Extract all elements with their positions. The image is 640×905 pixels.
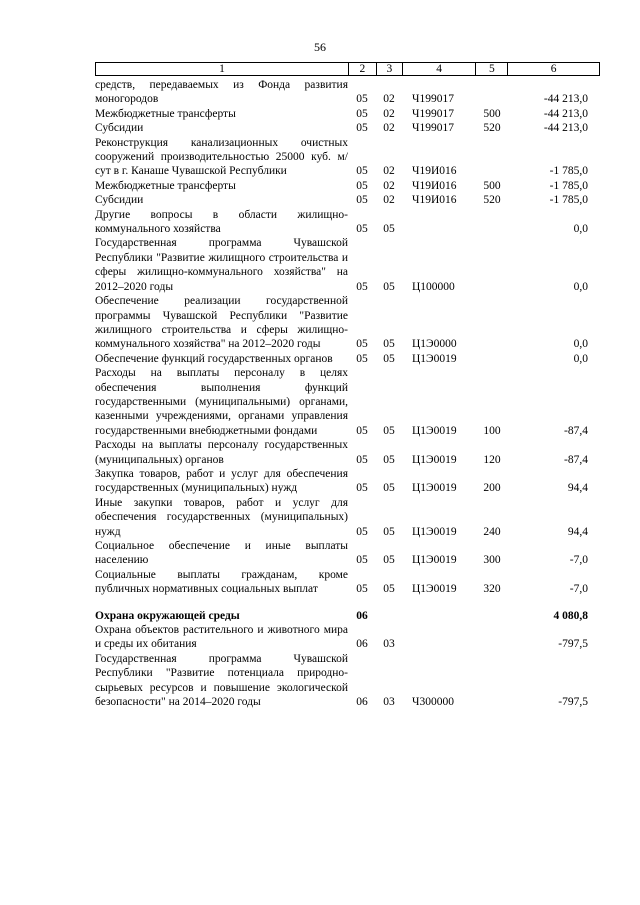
row-code-section: 05 — [356, 338, 368, 351]
row-amount: 0,0 — [573, 280, 588, 293]
row-name: Государственная программа Чувашской Республики "Развитие жилищного строительства и сферы жилищно-коммунального хозяйства" на 2012–2020 годы — [95, 237, 348, 293]
row-amount: -87,4 — [564, 453, 588, 466]
header-col-6: 6 — [507, 63, 599, 75]
row-amount: -1 785,0 — [549, 165, 588, 178]
table-row — [95, 496, 600, 539]
row-expense-type: 300 — [483, 554, 501, 567]
table-row — [95, 352, 600, 366]
row-code-section: 05 — [356, 280, 368, 293]
row-name: Межбюджетные трансферты — [95, 107, 236, 120]
row-name: Иные закупки товаров, работ и услуг для обеспечения государственных (муниципальных) нужд — [95, 496, 348, 538]
row-code-subsection: 02 — [383, 165, 395, 178]
row-expense-type: 120 — [483, 453, 501, 466]
row-expense-type: 520 — [483, 194, 501, 207]
row-amount: 94,4 — [567, 482, 588, 495]
row-target-article: Ч19И016 — [412, 165, 457, 178]
row-target-article: Ц1Э0000 — [412, 338, 457, 351]
table-row — [95, 107, 600, 121]
row-code-subsection: 02 — [383, 107, 395, 120]
row-name: Реконструкция канализационных очистных сооружений производительностью 25000 куб. м/сут в г. Канаше Чувашской Республики — [95, 136, 348, 178]
row-amount: -7,0 — [569, 554, 588, 567]
row-amount: -44 213,0 — [543, 122, 588, 135]
row-amount: 0,0 — [573, 223, 588, 236]
row-spacer — [95, 597, 600, 609]
row-name: Охрана объектов растительного и животного мира и среды их обитания — [95, 624, 348, 651]
row-code-section: 05 — [356, 122, 368, 135]
row-expense-type: 100 — [483, 424, 501, 437]
table-row — [95, 366, 600, 438]
row-target-article: Ц1Э0019 — [412, 453, 457, 466]
table-row — [95, 236, 600, 294]
row-target-article: Ч199017 — [412, 93, 454, 106]
row-target-article: Ч199017 — [412, 107, 454, 120]
row-code-section: 05 — [356, 352, 368, 365]
row-name: Социальное обеспечение и иные выплаты населению — [95, 540, 348, 567]
row-code-section: 06 — [356, 638, 368, 651]
row-code-subsection: 05 — [383, 338, 395, 351]
row-code-subsection: 05 — [383, 583, 395, 596]
row-target-article: Ц100000 — [412, 280, 455, 293]
header-col-4: 4 — [402, 63, 476, 75]
row-name: Социальные выплаты гражданам, кроме публичных нормативных социальных выплат — [95, 568, 348, 596]
row-name: Расходы на выплаты персоналу государственных (муниципальных) органов — [95, 439, 348, 466]
row-name: Субсидии — [95, 122, 144, 135]
row-code-subsection: 02 — [383, 179, 395, 192]
row-code-subsection: 02 — [383, 122, 395, 135]
row-name: Субсидии — [95, 194, 144, 207]
row-target-article: Ц1Э0019 — [412, 424, 457, 437]
row-code-section: 05 — [356, 482, 368, 495]
row-code-subsection: 02 — [383, 93, 395, 106]
row-code-section: 05 — [356, 165, 368, 178]
table-row — [95, 438, 600, 467]
header-col-1: 1 — [219, 63, 225, 75]
table-row — [95, 208, 600, 237]
row-code-section: 05 — [356, 453, 368, 466]
row-name: Закупка товаров, работ и услуг для обеспечения государственных (муниципальных) нужд — [95, 467, 348, 495]
row-target-article: Ч19И016 — [412, 179, 457, 192]
row-expense-type: 520 — [483, 122, 501, 135]
table-body — [95, 78, 600, 709]
row-code-subsection: 05 — [383, 453, 395, 466]
row-target-article: Ц1Э0019 — [412, 352, 457, 365]
row-expense-type: 240 — [483, 525, 501, 538]
table-row — [95, 193, 600, 207]
row-name: Обеспечение функций государственных органов — [95, 352, 333, 365]
row-code-subsection: 02 — [383, 194, 395, 207]
row-code-section: 06 — [356, 609, 368, 622]
row-expense-type: 500 — [483, 179, 501, 192]
row-amount: 0,0 — [573, 338, 588, 351]
row-code-section: 06 — [356, 696, 368, 709]
row-amount: -44 213,0 — [543, 93, 588, 106]
row-code-section: 05 — [356, 223, 368, 236]
row-target-article: Ч199017 — [412, 122, 454, 135]
row-code-section: 05 — [356, 93, 368, 106]
section-row — [95, 609, 600, 623]
row-amount: 0,0 — [573, 352, 588, 365]
row-amount: -797,5 — [558, 696, 588, 709]
row-name: Обеспечение реализации государственной программы Чувашской Республики "Развитие жилищного строительства и сферы жилищно-коммунального хозяйства" на 2012–2020 годы — [95, 295, 348, 351]
row-code-subsection: 05 — [383, 223, 395, 236]
row-name: Государственная программа Чувашской Республики "Развитие потенциала природно-сырьевых ресурсов и повышение экологической безопасности" на 2014–2020 годы — [95, 652, 348, 709]
row-code-section: 05 — [356, 107, 368, 120]
row-target-article: Ц1Э0019 — [412, 554, 457, 567]
row-amount: -87,4 — [564, 424, 588, 437]
row-name: Расходы на выплаты персоналу в целях обеспечения выполнения функций государственными (муниципальными) органами, казенными учреждениями, органами управления государственными внебюджетными фондами — [95, 367, 348, 437]
row-name: средств, передаваемых из Фонда развития моногородов — [95, 79, 348, 106]
row-code-section: 05 — [356, 194, 368, 207]
table-row — [95, 568, 600, 597]
row-amount: -1 785,0 — [549, 179, 588, 192]
row-code-subsection: 05 — [383, 554, 395, 567]
row-code-subsection: 05 — [383, 482, 395, 495]
table-row — [95, 652, 600, 710]
row-amount: 94,4 — [567, 525, 588, 538]
table-row — [95, 78, 600, 107]
header-col-3: 3 — [376, 63, 402, 75]
row-expense-type: 500 — [483, 107, 501, 120]
row-amount: -797,5 — [558, 638, 588, 651]
table-row — [95, 136, 600, 179]
row-amount: -44 213,0 — [543, 107, 588, 120]
row-code-section: 05 — [356, 583, 368, 596]
table-row — [95, 467, 600, 496]
header-col-5: 5 — [475, 63, 507, 75]
row-amount: 4 080,8 — [553, 609, 588, 622]
table-row — [95, 294, 600, 352]
row-name: Охрана окружающей среды — [95, 609, 240, 622]
row-code-subsection: 05 — [383, 280, 395, 293]
row-code-subsection: 03 — [383, 696, 395, 709]
row-target-article: Ц1Э0019 — [412, 482, 457, 495]
row-code-subsection: 05 — [383, 525, 395, 538]
table-row — [95, 623, 600, 652]
header-col-2: 2 — [348, 63, 376, 75]
row-code-section: 05 — [356, 424, 368, 437]
row-code-subsection: 03 — [383, 638, 395, 651]
table-row — [95, 121, 600, 135]
table-row — [95, 179, 600, 193]
row-target-article: Ц1Э0019 — [412, 525, 457, 538]
row-code-subsection: 05 — [383, 424, 395, 437]
page-number: 56 — [314, 40, 326, 54]
row-name: Межбюджетные трансферты — [95, 179, 236, 192]
row-code-section: 05 — [356, 525, 368, 538]
row-expense-type: 200 — [483, 482, 501, 495]
row-name: Другие вопросы в области жилищно-коммунального хозяйства — [95, 208, 348, 236]
row-code-section: 05 — [356, 179, 368, 192]
table-header — [95, 62, 600, 76]
row-target-article: Ц1Э0019 — [412, 583, 457, 596]
row-amount: -7,0 — [569, 583, 588, 596]
row-code-subsection: 05 — [383, 352, 395, 365]
table-row — [95, 539, 600, 568]
row-target-article: Ч300000 — [412, 696, 454, 709]
row-amount: -1 785,0 — [549, 194, 588, 207]
row-target-article: Ч19И016 — [412, 194, 457, 207]
row-expense-type: 320 — [483, 583, 501, 596]
row-code-section: 05 — [356, 554, 368, 567]
